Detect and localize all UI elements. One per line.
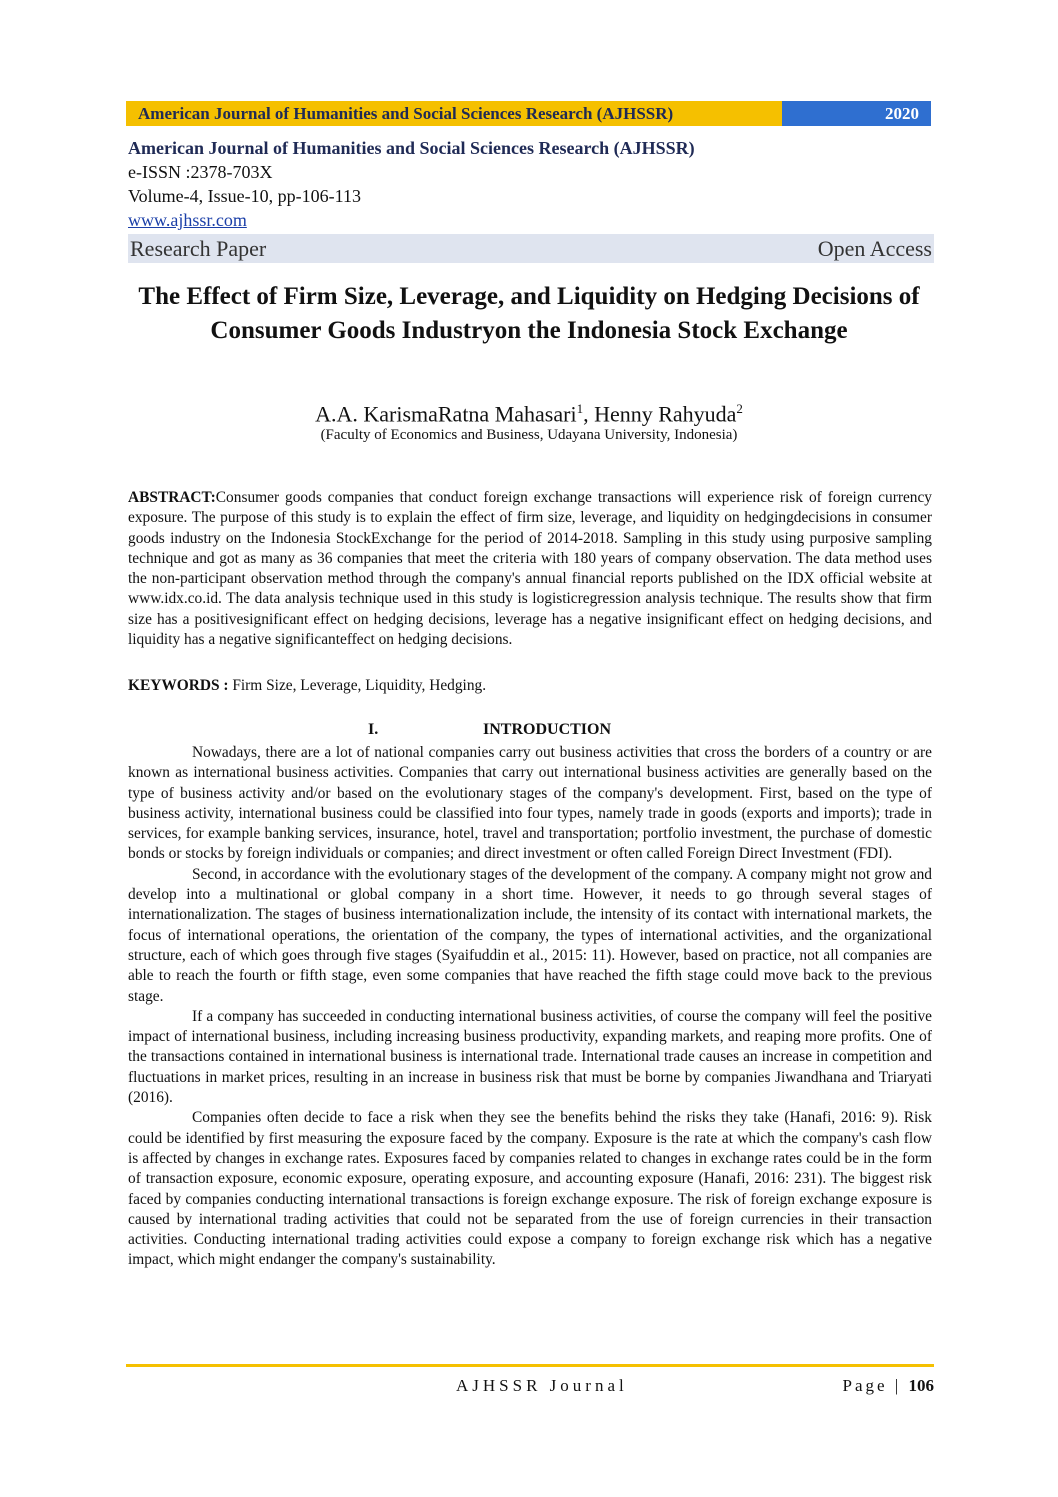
keywords-label: KEYWORDS : bbox=[128, 677, 229, 694]
section-title: INTRODUCTION bbox=[483, 721, 612, 738]
paper-type-bar bbox=[128, 234, 934, 263]
abstract-label: ABSTRACT: bbox=[128, 489, 216, 506]
keywords-text: Firm Size, Leverage, Liquidity, Hedging. bbox=[228, 677, 487, 694]
abstract bbox=[128, 488, 932, 650]
abstract-text: Consumer goods companies that conduct foreign exchange transactions will experience risk of foreign currency exposure. The purpose of this study is to explain the effect of firm size, leverage, and liquidity on hedgingdecisions in consumer goods industry on the Indonesia StockExchange for the period of 2014-2018. Sampling in this study using purposive sampling technique and got as many as 36 companies that meet the criteria with 180 years of company observation. The data method uses the non-participant observation method through the company's annual financial reports published on the IDX official website at www.idx.co.id. The data analysis technique used in this study is logisticregression analysis technique. The results show that firm size has a positivesignificant effect on hedging decisions, leverage has a negative insignificant effect on hedging decisions, and liquidity has a negative significanteffect on hedging decisions. bbox=[128, 489, 932, 649]
affiliation: (Faculty of Economics and Business, Udayana University, Indonesia) bbox=[320, 427, 738, 443]
author-1-affiliation-mark: 1 bbox=[576, 401, 584, 416]
journal-url-link[interactable]: www.ajhssr.com bbox=[128, 210, 247, 230]
keywords bbox=[128, 676, 932, 696]
footer-journal-name: AJHSSR Journal bbox=[456, 1376, 628, 1395]
journal-name: American Journal of Humanities and Social Sciences Research (AJHSSR) bbox=[128, 138, 695, 158]
author-2-affiliation-mark: 2 bbox=[736, 401, 743, 416]
authors bbox=[120, 395, 938, 428]
introduction-body bbox=[128, 743, 932, 1271]
section-heading bbox=[128, 721, 932, 743]
paper-type: Research Paper bbox=[130, 235, 267, 261]
footer-page bbox=[843, 1376, 934, 1396]
access-type: Open Access bbox=[817, 235, 932, 261]
footer-page-number: 106 bbox=[908, 1376, 934, 1395]
banner-year: 2020 bbox=[782, 101, 931, 126]
paper-title: The Effect of Firm Size, Leverage, and Liquidity on Hedging Decisions of Consumer Goods Industryon the Indonesia Stock Exchange bbox=[138, 283, 920, 344]
volume-issue: Volume-4, Issue-10, pp-106-113 bbox=[128, 186, 361, 206]
banner-journal-name: American Journal of Humanities and Social Sciences Research (AJHSSR) bbox=[126, 101, 782, 126]
author-2: Henny Rahyuda bbox=[594, 401, 737, 427]
journal-info bbox=[128, 136, 934, 263]
intro-paragraph: If a company has succeeded in conducting international business activities, of course the company will feel the positive impact of international business, including increasing business productivity, expanding markets, and reaping more profits. One of the transactions contained in international business is international trade. International trade causes an increase in competition and fluctuations in market prices, resulting in an increase in business risk that must be borne by companies Jiwandhana and Triaryati (2016). bbox=[128, 1007, 932, 1107]
section-number: I. bbox=[368, 721, 379, 738]
author-separator: , bbox=[583, 401, 595, 427]
author-1: A.A. KarismaRatna Mahasari bbox=[315, 401, 577, 427]
intro-paragraph: Companies often decide to face a risk when they see the benefits behind the risks they take (Hanafi, 2016: 9). Risk could be identified by first measuring the exposure faced by the company. Exposure is the rate at which the company's cash flow is affected by changes in exchange rates. Exposures faced by companies related to changes in exchange rates could be in the form of transaction exposure, economic exposure, operating exposure, and accounting exposure (Hanafi, 2016: 231). The biggest risk faced by companies conducting international transactions is foreign exchange exposure. The risk of foreign exchange exposure is caused by international trading activities that could not be separated from the use of foreign currencies in their transaction activities. Conducting international trading activities could expose a company to foreign exchange risk which has a negative impact, which might endanger the company's sustainability. bbox=[128, 1109, 932, 1269]
eissn: e-ISSN :2378-703X bbox=[128, 162, 273, 182]
footer-page-label: Page | bbox=[842, 1376, 909, 1395]
header-banner bbox=[126, 101, 931, 126]
page-footer bbox=[126, 1376, 934, 1398]
intro-paragraph: Nowadays, there are a lot of national companies carry out business activities that cross the borders of a country or are known as international business activities. Companies that carry out international business activities are generally based on the type of business activity and/or based on the evolutionary stages of the company's development. First, based on the type of business activity, international business could be classified into four types, namely trade in goods (exports and imports); trade in services, for example banking services, insurance, hotel, travel and transportation; portfolio investment, the purchase of domestic bonds or stocks by foreign individuals or companies; and direct investment or often called Foreign Direct Investment (FDI). bbox=[128, 744, 932, 863]
intro-paragraph: Second, in accordance with the evolutionary stages of the development of the company. A company might not grow and develop into a multinational or global company in a short time. However, it needs to go through several stages of internationalization. The stages of business internationalization include, the intensity of its contact with international markets, the focus of international operations, the orientation of the company, the types of international activities, and the organizational structure, each of which goes through five stages (Syaifuddin et al., 2015: 11). However, based on practice, not all companies are able to reach the fourth or fifth stage, even some companies that have reached the fifth stage could move back to the previous stage. bbox=[128, 865, 932, 1005]
footer-divider bbox=[126, 1364, 934, 1367]
